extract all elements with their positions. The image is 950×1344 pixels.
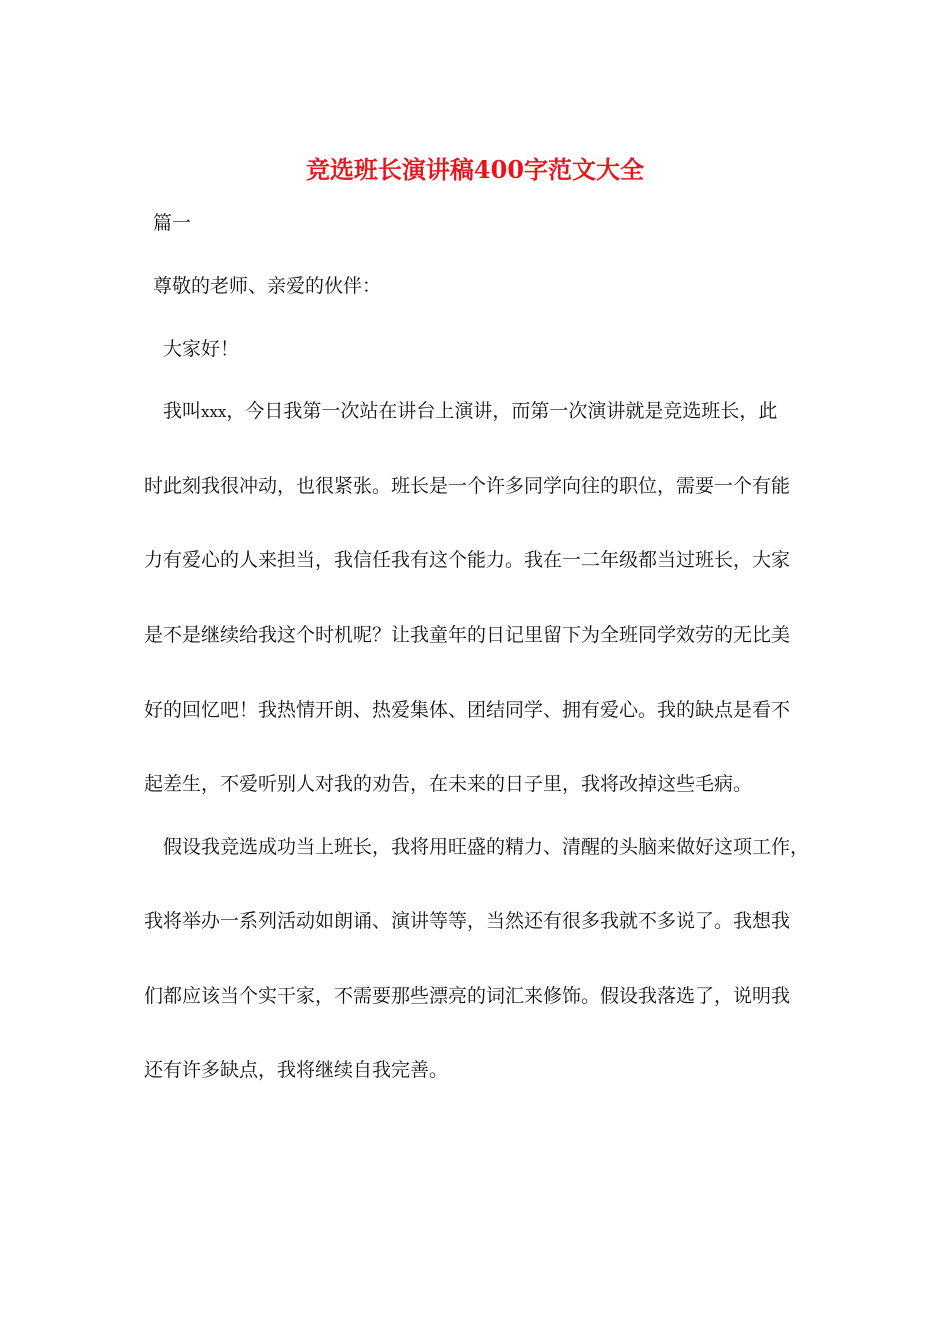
paragraph-1-line-2: 时此刻我很冲动，也很紧张。班长是一个许多同学向往的职位，需要一个有能	[144, 475, 791, 497]
paragraph-2-line-1: 假设我竞选成功当上班长，我将用旺盛的精力、清醒的头脑来做好这项工作，	[163, 836, 810, 858]
document-title: 竞选班长演讲稿400字范文大全	[305, 155, 645, 184]
paragraph-1-line-4: 是不是继续给我这个时机呢？让我童年的日记里留下为全班同学效劳的无比美	[144, 624, 791, 646]
text-segment: 我叫	[163, 400, 202, 422]
speaker-name: xxx	[201, 403, 227, 421]
paragraph-2-line-4: 还有许多缺点，我将继续自我完善。	[144, 1059, 449, 1081]
paragraph-2-line-2: 我将举办一系列活动如朗诵、演讲等等，当然还有很多我就不多说了。我想我	[144, 910, 791, 932]
text-segment: ，今日我第一次站在讲台上演讲，而第一次演讲就是竞选班长，此	[226, 400, 778, 422]
paragraph-1-line-5: 好的回忆吧！我热情开朗、热爱集体、团结同学、拥有爱心。我的缺点是看不	[144, 699, 791, 721]
section-heading: 篇一	[153, 212, 192, 234]
salutation: 尊敬的老师、亲爱的伙伴：	[153, 275, 382, 297]
paragraph-1-line-1	[163, 396, 777, 427]
paragraph-1-line-6: 起差生，不爱听别人对我的劝告，在未来的日子里，我将改掉这些毛病。	[144, 773, 753, 795]
paragraph-2-line-3: 们都应该当个实干家，不需要那些漂亮的词汇来修饰。假设我落选了，说明我	[144, 985, 791, 1007]
paragraph-1-line-3: 力有爱心的人来担当，我信任我有这个能力。我在一二年级都当过班长，大家	[144, 549, 791, 571]
greeting: 大家好！	[163, 338, 240, 360]
